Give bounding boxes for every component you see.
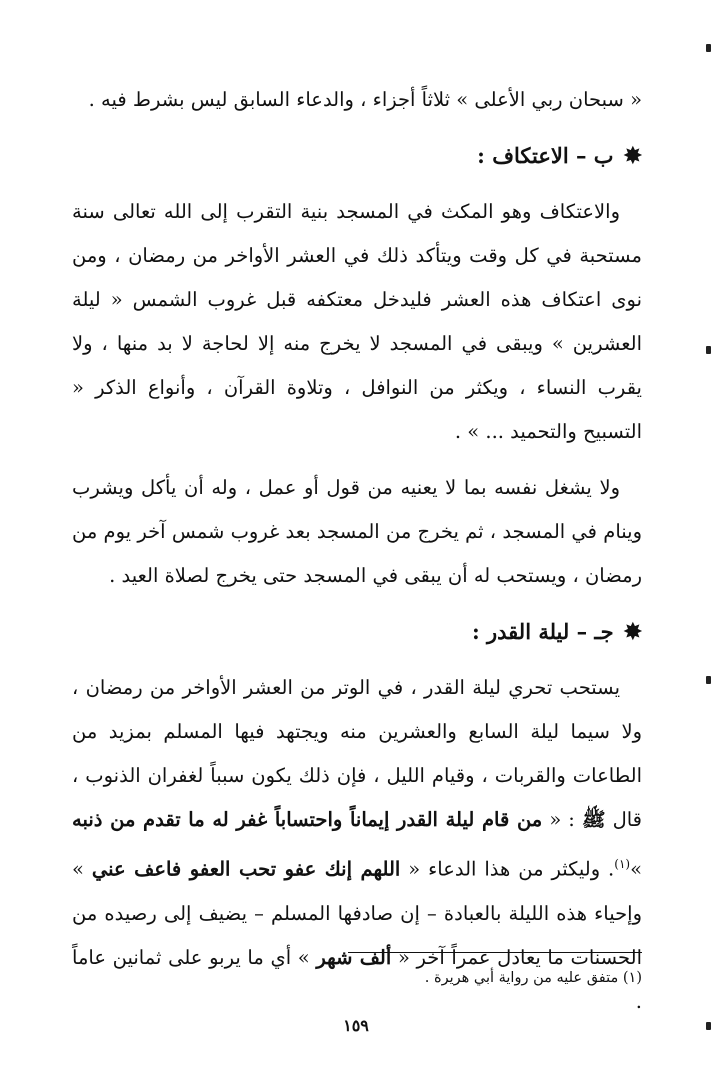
scan-edge-mark <box>706 676 711 684</box>
text-run: » وإحياء هذه الليلة بالعبادة – إن صادفها المسلم – يضيف إلى رصيده من الحسنات ما يعادل عمراً آخر « <box>72 857 643 969</box>
text-run: : « <box>549 808 575 831</box>
scan-edge-mark <box>706 44 711 52</box>
dua-quote: اللهم إنك عفو تحب العفو فاعف عني <box>91 857 401 881</box>
text-run: يستحب تحري ليلة القدر ، في الوتر من العشر الأواخر من رمضان ، ولا سيما ليلة السابع والعشرين منه ويجتهد فيها المسلم بمزيد من الطاعات والقربات ، وقيام الليل ، فإن ذلك يكون سبباً لغفران الذنوب ، قال <box>72 676 642 831</box>
alf-shahr-quote: ألف شهر <box>316 945 392 969</box>
paragraph-itikaf-2: ولا يشغل نفسه بما لا يعنيه من قول أو عمل ، وله أن يأكل ويشرب وينام في المسجد ، ثم يخرج من المسجد بعد غروب شمس آخر يوم من رمضان ، ويستحب له أن يبقى في المسجد حتى يخرج لصلاة العيد . <box>72 476 642 587</box>
section-heading-laylat-al-qadr <box>72 610 642 654</box>
salawat-symbol: ﷺ <box>581 808 606 831</box>
scan-edge-mark <box>706 1022 711 1030</box>
paragraph-itikaf-1: والاعتكاف وهو المكث في المسجد بنية التقرب إلى الله تعالى سنة مستحبة في كل وقت ويتأكد ذلك في العشر الأواخر من رمضان ، ومن نوى اعتكاف هذه العشر فليدخل معتكفه قبل غروب الشمس « ليلة العشرين » ويبقى في المسجد لا يخرج منه إلا لحاجة لا بد منها ، ولا يقرب النساء ، ويكثر من النوافل ، وتلاوة القرآن ، وأنواع الذكر « التسبيح والتحميد ... » . <box>72 200 642 443</box>
star-bullet-icon: ✸ <box>623 619 642 645</box>
scan-edge-mark <box>706 346 711 354</box>
hadith-quote: من قام ليلة القدر إيماناً واحتساباً غفر له ما تقدم من ذنبه <box>72 808 543 831</box>
footnote-divider <box>348 952 642 953</box>
text-run: . وليكثر من هذا الدعاء « <box>408 857 615 881</box>
footnote-reference: (١) <box>614 857 631 871</box>
text-run: » <box>630 857 643 881</box>
page-body <box>72 78 642 1024</box>
section-heading-laylat-al-qadr-text: جـ – ليلة القدر : <box>471 619 614 644</box>
text-line-continuation: « سبحان ربي الأعلى » ثلاثاً أجزاء ، والدعاء السابق ليس بشرط فيه . <box>88 88 642 111</box>
page-number: ١٥٩ <box>343 1016 369 1035</box>
section-heading-itikaf <box>72 134 642 178</box>
section-heading-itikaf-text: ب – الاعتكاف : <box>477 143 614 168</box>
text-run: » أي ما يربو على ثمانين عاماً . <box>72 945 642 1013</box>
star-bullet-icon: ✸ <box>623 143 642 169</box>
footnote: (١) متفق عليه من رواية أبي هريرة . <box>424 970 642 986</box>
